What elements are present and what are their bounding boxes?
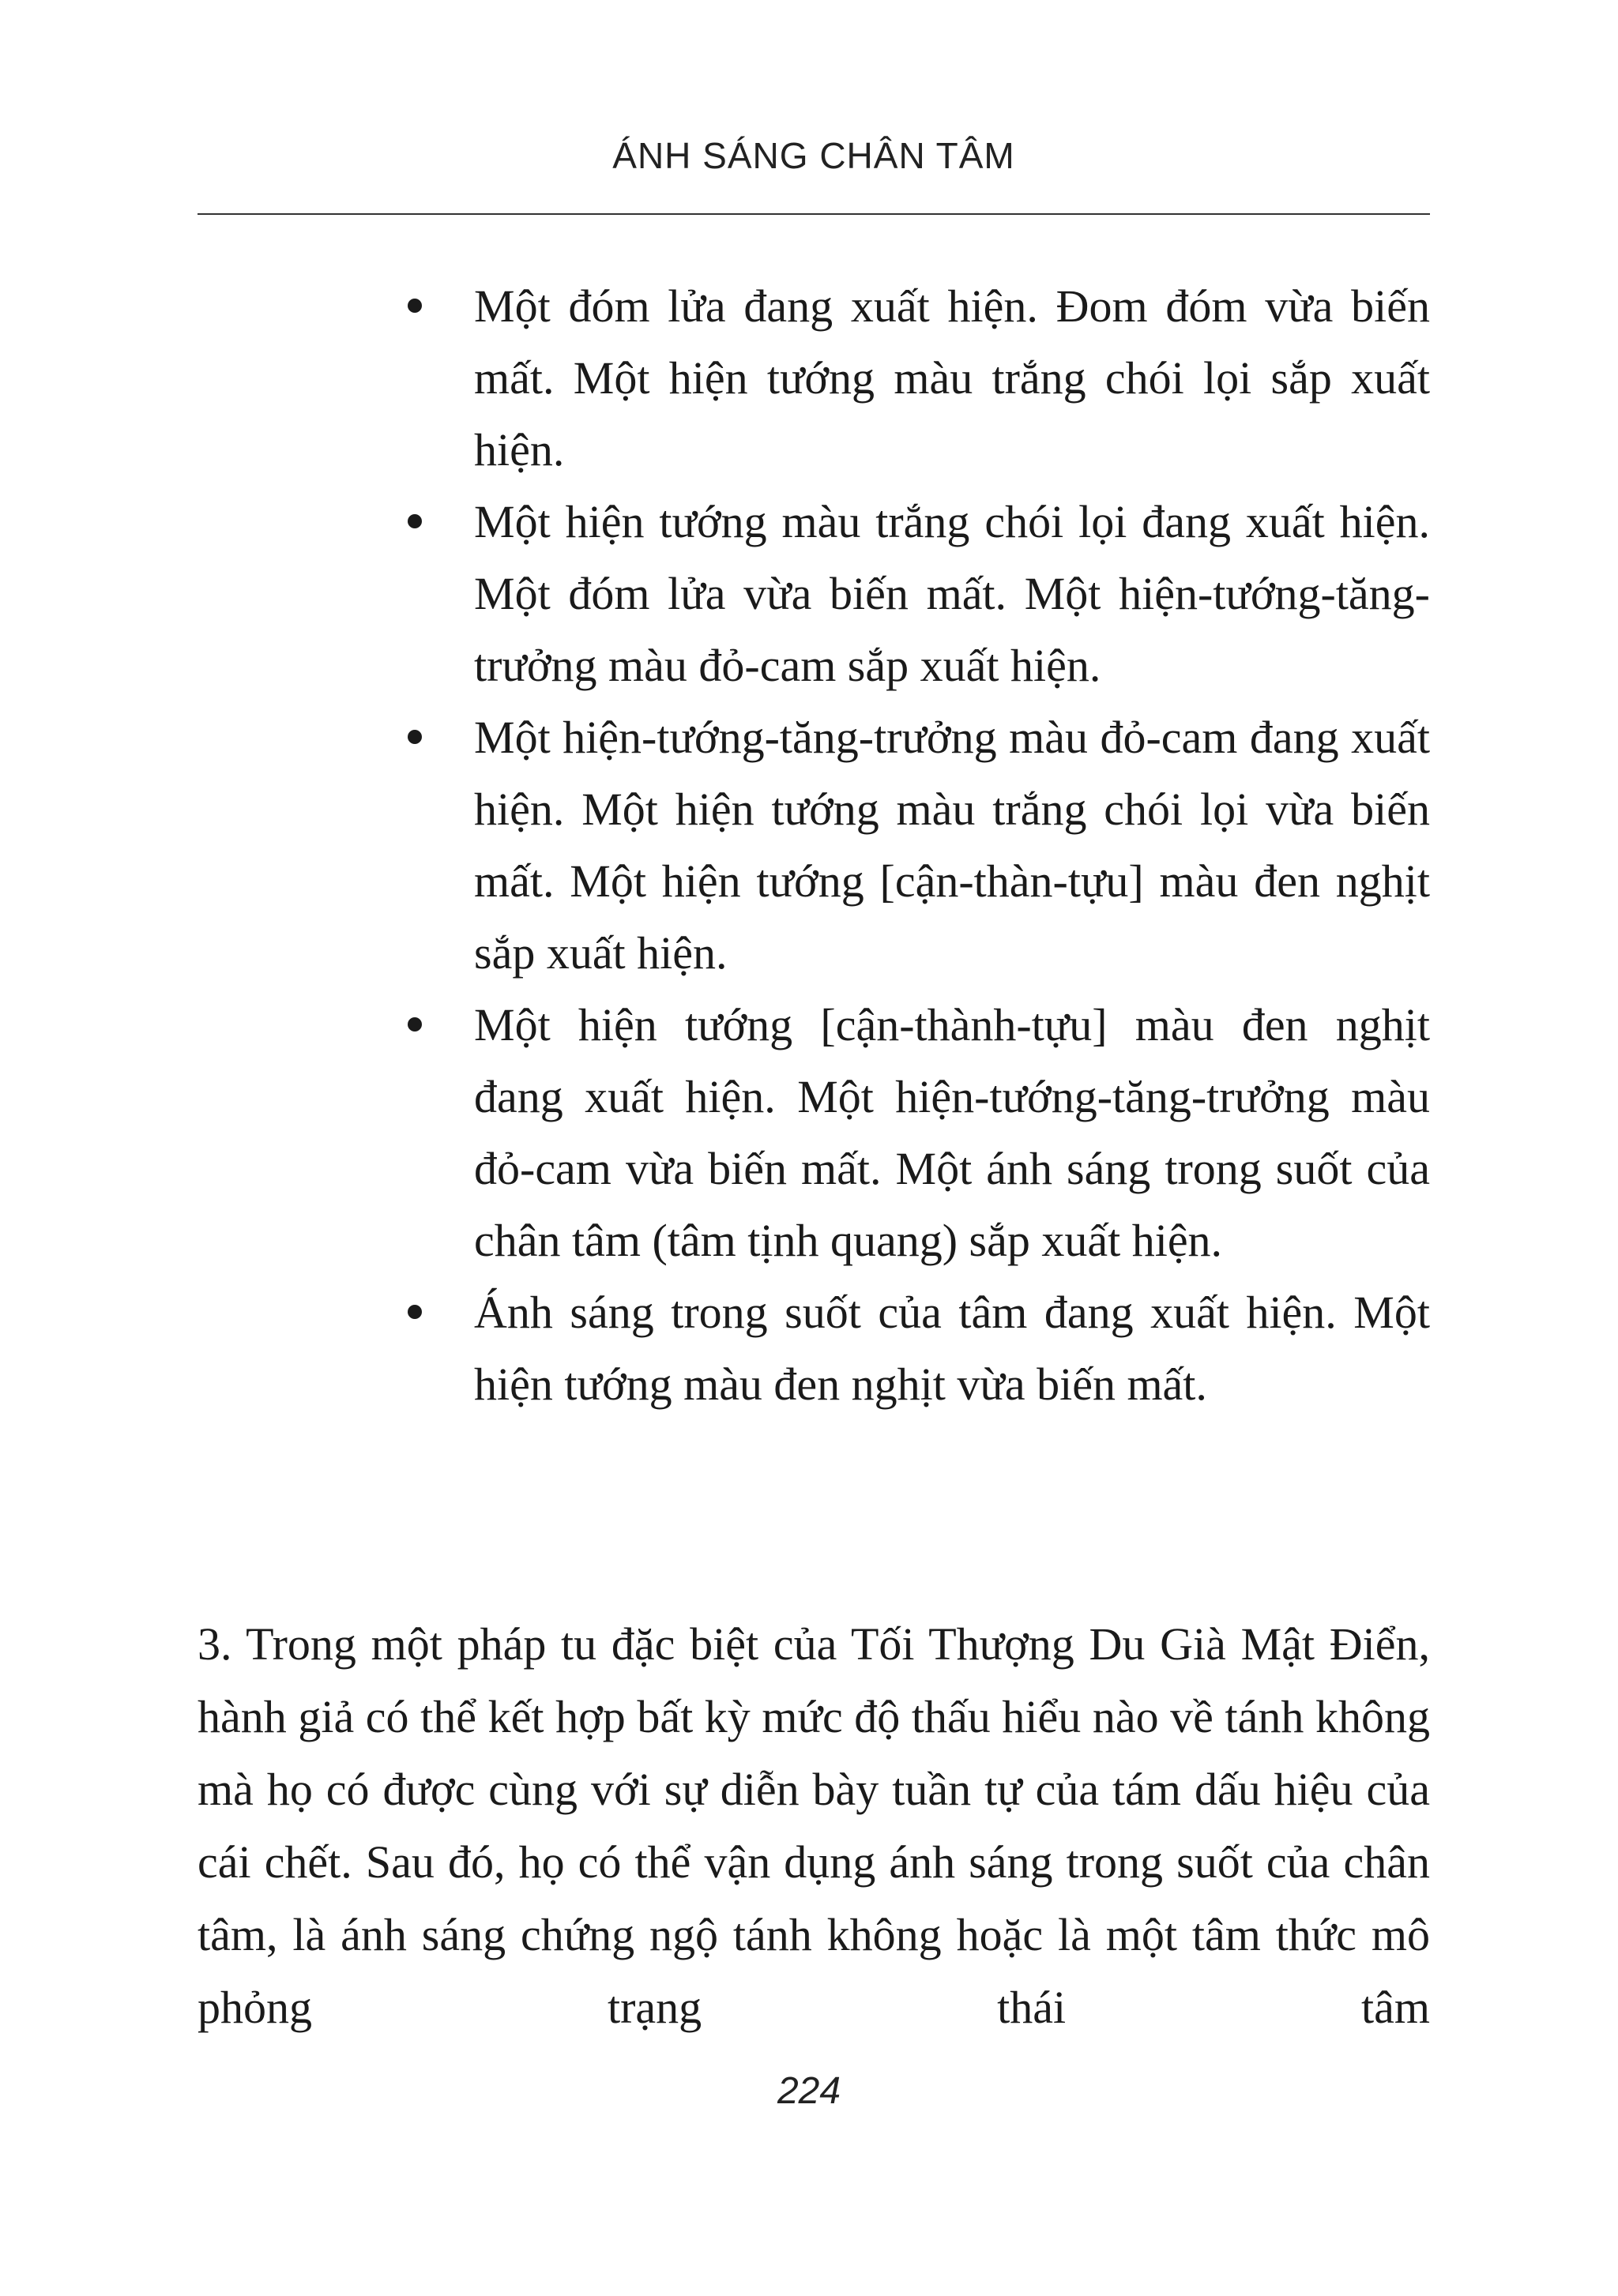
bullet-icon <box>408 514 422 528</box>
list-item-text: Một hiện tướng màu trắng chói lọi đang xuất hiện. Một đóm lửa vừa biến mất. Một hiện-tướng-tăng-trưởng màu đỏ-cam sắp xuất hiện. <box>474 496 1430 691</box>
page-number: 224 <box>777 2070 841 2112</box>
running-header: ÁNH SÁNG CHÂN TÂM <box>612 135 1015 176</box>
bullet-icon <box>408 1305 422 1319</box>
list-item <box>474 270 1430 486</box>
bullet-icon <box>408 730 422 744</box>
list-item-text: Một hiện-tướng-tăng-trưởng màu đỏ-cam đang xuất hiện. Một hiện tướng màu trắng chói lọi vừa biến mất. Một hiện tướng [cận-thàn-tựu] màu đen nghịt sắp xuất hiện. <box>474 712 1430 979</box>
bullet-list <box>395 270 1430 1420</box>
body-paragraph: 3. Trong một pháp tu đặc biệt của Tối Thượng Du Già Mật Điển, hành giả có thể kết hợp bất kỳ mức độ thấu hiểu nào về tánh không mà họ có được cùng với sự diễn bày tuần tự của tám dấu hiệu của cái chết. Sau đó, họ có thể vận dụng ánh sáng trong suốt của chân tâm, là ánh sáng chứng ngộ tánh không hoặc là một tâm thức mô phỏng trạng thái tâm <box>198 1618 1430 2033</box>
list-item <box>474 989 1430 1276</box>
header-divider <box>198 213 1430 215</box>
bullet-icon <box>408 1017 422 1032</box>
list-item-text: Một đóm lửa đang xuất hiện. Đom đóm vừa biến mất. Một hiện tướng màu trắng chói lọi sắp xuất hiện. <box>474 280 1430 475</box>
list-item <box>474 486 1430 701</box>
list-item-text: Ánh sáng trong suốt của tâm đang xuất hiện. Một hiện tướng màu đen nghịt vừa biến mất. <box>474 1287 1430 1410</box>
list-item <box>474 701 1430 989</box>
list-item <box>474 1276 1430 1420</box>
list-item-text: Một hiện tướng [cận-thành-tựu] màu đen nghịt đang xuất hiện. Một hiện-tướng-tăng-trưởng màu đỏ-cam vừa biến mất. Một ánh sáng trong suốt của chân tâm (tâm tịnh quang) sắp xuất hiện. <box>474 999 1430 1266</box>
bullet-icon <box>408 299 422 313</box>
